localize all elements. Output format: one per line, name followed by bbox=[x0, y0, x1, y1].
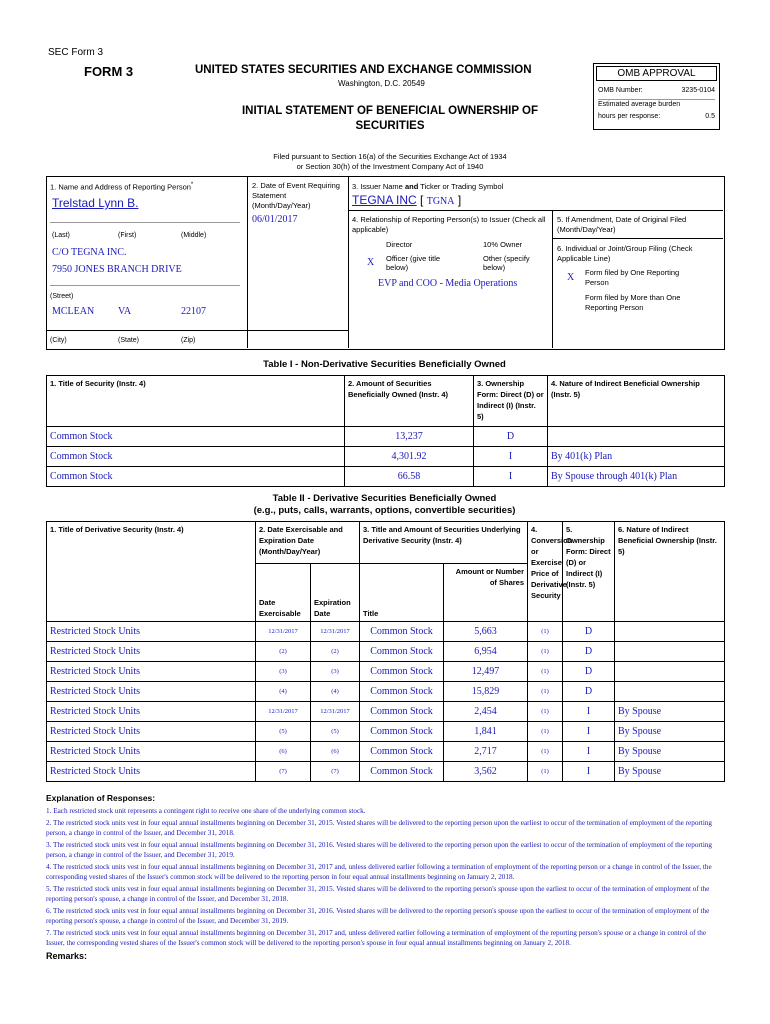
table1-header-nature: 4. Nature of Indirect Beneficial Ownership (Instr. 5) bbox=[548, 376, 725, 427]
ownership-form: D bbox=[563, 682, 615, 702]
table-row bbox=[47, 722, 725, 742]
underlying-shares: 12,497 bbox=[444, 662, 528, 682]
event-date-value: 06/01/2017 bbox=[252, 214, 298, 225]
expiration-date: 12/31/2017 bbox=[311, 622, 360, 642]
derivative-title: Restricted Stock Units bbox=[47, 722, 256, 742]
table1-header-amount: 2. Amount of Securities Beneficially Owned (Instr. 4) bbox=[345, 376, 474, 427]
omb-number-value: 3235-0104 bbox=[681, 87, 715, 94]
date-exercisable: (6) bbox=[256, 742, 311, 762]
ownership-nature bbox=[615, 682, 725, 702]
other-label: Other (specify below) bbox=[483, 254, 530, 272]
table2-header-nature: 6. Nature of Indirect Beneficial Ownership (Instr. 5) bbox=[615, 522, 725, 622]
address-line-1: C/O TEGNA INC. bbox=[52, 247, 127, 258]
expiration-date: (2) bbox=[311, 642, 360, 662]
one-person-label: Form filed by One Reporting Person bbox=[585, 268, 680, 287]
expiration-date: (4) bbox=[311, 682, 360, 702]
security-title: Common Stock bbox=[47, 427, 345, 447]
security-amount: 4,301.92 bbox=[345, 447, 474, 467]
conversion-price: (1) bbox=[528, 702, 563, 722]
underlying-shares: 15,829 bbox=[444, 682, 528, 702]
underlying-title: Common Stock bbox=[360, 742, 444, 762]
omb-number-label: OMB Number: bbox=[598, 87, 643, 94]
table-row bbox=[47, 682, 725, 702]
ownership-nature bbox=[615, 622, 725, 642]
street-label: (Street) bbox=[50, 293, 74, 300]
underlying-title: Common Stock bbox=[360, 722, 444, 742]
derivative-table bbox=[46, 521, 725, 782]
table-row bbox=[47, 762, 725, 782]
conversion-price: (1) bbox=[528, 662, 563, 682]
underlying-title: Common Stock bbox=[360, 642, 444, 662]
ownership-nature: By Spouse bbox=[615, 722, 725, 742]
derivative-title: Restricted Stock Units bbox=[47, 682, 256, 702]
table-row bbox=[47, 427, 725, 447]
underlying-shares: 2,454 bbox=[444, 702, 528, 722]
conversion-price: (1) bbox=[528, 682, 563, 702]
footnote: 7. The restricted stock units vest in four equal annual installments beginning on December 31, 2017 and, unless delivered earlier following a termination of employment of the reporting person's spouse or a change in control of the Issuer, the corresponding vested shares of the Issuer's common stock will be delivered to the reporting person's spouse in four equal annual installments beginning on January 2, 2018. bbox=[46, 929, 707, 947]
security-amount: 66.58 bbox=[345, 467, 474, 487]
expiration-date: (3) bbox=[311, 662, 360, 682]
underlying-title: Common Stock bbox=[360, 762, 444, 782]
security-title: Common Stock bbox=[47, 447, 345, 467]
city-value: MCLEAN bbox=[52, 306, 95, 317]
underlying-title: Common Stock bbox=[360, 662, 444, 682]
issuer-ticker: TGNA bbox=[426, 196, 455, 207]
conversion-price: (1) bbox=[528, 642, 563, 662]
ownership-nature: By Spouse bbox=[615, 742, 725, 762]
filing-label: 6. Individual or Joint/Group Filing (Check Applicable Line) bbox=[557, 244, 693, 263]
date-exercisable: (3) bbox=[256, 662, 311, 682]
table2-header-dates: 2. Date Exercisable and Expiration Date (Month/Day/Year) bbox=[256, 522, 360, 564]
table-row bbox=[47, 662, 725, 682]
filed-pursuant: Filed pursuant to Section 16(a) of the Securities Exchange Act of 1934 or Section 30(h) of the Investment Company Act of 1940 bbox=[273, 152, 507, 171]
table-row bbox=[47, 642, 725, 662]
explanation-title: Explanation of Responses: bbox=[46, 793, 156, 803]
expiration-date: (5) bbox=[311, 722, 360, 742]
omb-approval-box bbox=[593, 63, 720, 130]
underlying-shares: 6,954 bbox=[444, 642, 528, 662]
ownership-nature bbox=[615, 642, 725, 662]
table2-header-amount: Amount or Number of Shares bbox=[444, 564, 528, 622]
table-row bbox=[47, 622, 725, 642]
first-label: (First) bbox=[118, 232, 137, 239]
underlying-shares: 2,717 bbox=[444, 742, 528, 762]
security-title: Common Stock bbox=[47, 467, 345, 487]
omb-title: OMB APPROVAL bbox=[596, 66, 717, 81]
ownership-nature: By 401(k) Plan bbox=[548, 447, 725, 467]
table2-header-price: 4. Conversion or Exercise Price of Derivative Security bbox=[528, 522, 563, 622]
table-row bbox=[47, 467, 725, 487]
table2-header-underlying: 3. Title and Amount of Securities Underlying Derivative Security (Instr. 4) bbox=[360, 522, 528, 564]
issuer-name-link[interactable]: TEGNA INC bbox=[352, 193, 417, 207]
ownership-form: D bbox=[563, 662, 615, 682]
relationship-label: 4. Relationship of Reporting Person(s) to Issuer (Check all applicable) bbox=[352, 215, 546, 234]
ownership-form: I bbox=[563, 762, 615, 782]
omb-burden-label: Estimated average burden bbox=[598, 101, 681, 108]
reporting-person-name[interactable]: Trelstad Lynn B. bbox=[52, 196, 139, 210]
table2-header-expiration: Expiration Date bbox=[311, 564, 360, 622]
underlying-title: Common Stock bbox=[360, 682, 444, 702]
derivative-title: Restricted Stock Units bbox=[47, 762, 256, 782]
director-label: Director bbox=[386, 240, 413, 249]
ten-pct-owner-label: 10% Owner bbox=[483, 240, 523, 249]
underlying-shares: 3,562 bbox=[444, 762, 528, 782]
table-row bbox=[47, 702, 725, 722]
date-exercisable: (2) bbox=[256, 642, 311, 662]
zip-label: (Zip) bbox=[181, 337, 196, 344]
derivative-title: Restricted Stock Units bbox=[47, 702, 256, 722]
underlying-title: Common Stock bbox=[360, 622, 444, 642]
omb-hours-label: hours per response: bbox=[598, 113, 661, 120]
city-label: (City) bbox=[50, 337, 67, 344]
reporting-person-label: 1. Name and Address of Reporting Person* bbox=[50, 182, 194, 192]
footnote: 2. The restricted stock units vest in four equal annual installments beginning on December 31, 2015. Vested shares will be delivered to the reporting person upon the earliest to occur of the termination of employment of the reporting person, a change in control of the Issuer, and December 31, 2018. bbox=[46, 819, 713, 837]
table2-header-exercisable: Date Exercisable bbox=[256, 564, 311, 622]
commission-location: Washington, D.C. 20549 bbox=[338, 79, 425, 88]
officer-checkbox-mark[interactable]: X bbox=[367, 257, 375, 268]
one-person-checkbox-mark[interactable]: X bbox=[567, 272, 575, 283]
table2-header-title: 1. Title of Derivative Security (Instr. 4) bbox=[47, 522, 256, 622]
date-exercisable: 12/31/2017 bbox=[256, 702, 311, 722]
table2-header-underlying-title: Title bbox=[360, 564, 444, 622]
security-amount: 13,237 bbox=[345, 427, 474, 447]
footnote: 3. The restricted stock units vest in four equal annual installments beginning on December 31, 2016. Vested shares will be delivered to the reporting person upon the earliest to occur of the termination of employment of the reporting person, a change in control of the Issuer, and December 31, 2019. bbox=[46, 841, 713, 859]
conversion-price: (1) bbox=[528, 622, 563, 642]
footnote: 6. The restricted stock units vest in four equal annual installments beginning on December 31, 2016. Vested shares will be delivered to the reporting person's spouse upon the earliest to occur of the termination of employment of the reporting person's spouse, a change in control of the Issuer, and December 31, 2019. bbox=[46, 907, 710, 925]
omb-hours-value: 0.5 bbox=[705, 113, 715, 120]
amendment-label: 5. If Amendment, Date of Original Filed (Month/Day/Year) bbox=[557, 215, 687, 234]
zip-value: 22107 bbox=[181, 306, 206, 317]
issuer-label: 3. Issuer Name and Ticker or Trading Symbol bbox=[352, 182, 504, 191]
date-exercisable: 12/31/2017 bbox=[256, 622, 311, 642]
table1-header-title: 1. Title of Security (Instr. 4) bbox=[47, 376, 345, 427]
footnote: 5. The restricted stock units vest in four equal annual installments beginning on December 31, 2015. Vested shares will be delivered to the reporting person's spouse upon the earliest to occur of the termination of employment of the reporting person's spouse, a change in control of the Issuer, and December 31, 2018. bbox=[46, 885, 710, 903]
table1-title: Table I - Non-Derivative Securities Beneficially Owned bbox=[263, 359, 506, 370]
table2-header-form: 5. Ownership Form: Direct (D) or Indirect (I) (Instr. 5) bbox=[563, 522, 615, 622]
address-line-2: 7950 JONES BRANCH DRIVE bbox=[52, 264, 182, 275]
remarks-label: Remarks: bbox=[46, 951, 88, 961]
expiration-date: (6) bbox=[311, 742, 360, 762]
commission-title: UNITED STATES SECURITIES AND EXCHANGE COMMISSION bbox=[195, 64, 532, 76]
sec-form-label: SEC Form 3 bbox=[48, 47, 104, 58]
derivative-title: Restricted Stock Units bbox=[47, 642, 256, 662]
ownership-nature: By Spouse bbox=[615, 762, 725, 782]
ownership-nature bbox=[615, 662, 725, 682]
middle-label: (Middle) bbox=[181, 232, 207, 239]
table-row bbox=[47, 742, 725, 762]
underlying-shares: 1,841 bbox=[444, 722, 528, 742]
conversion-price: (1) bbox=[528, 762, 563, 782]
ownership-form: I bbox=[474, 467, 548, 487]
date-exercisable: (7) bbox=[256, 762, 311, 782]
statement-title: INITIAL STATEMENT OF BENEFICIAL OWNERSHIP OF SECURITIES bbox=[241, 105, 539, 132]
more-person-label: Form filed by More than One Reporting Person bbox=[585, 293, 681, 312]
state-value: VA bbox=[118, 306, 132, 317]
officer-title: EVP and COO - Media Operations bbox=[378, 278, 518, 289]
ownership-form: I bbox=[474, 447, 548, 467]
ownership-form: D bbox=[563, 642, 615, 662]
ownership-nature bbox=[548, 427, 725, 447]
expiration-date: 12/31/2017 bbox=[311, 702, 360, 722]
date-exercisable: (4) bbox=[256, 682, 311, 702]
footnote: 1. Each restricted stock unit represents a contingent right to receive one share of the underlying common stock. bbox=[46, 807, 366, 815]
footnote: 4. The restricted stock units vest in four equal annual installments beginning on December 31, 2017 and, unless delivered earlier following a termination of employment of the reporting person or a change in control of the Issuer, the corresponding vested shares of the Issuer's common stock will be delivered to the reporting person in four equal annual installments beginning on January 2, 2018. bbox=[46, 863, 712, 881]
ownership-form: I bbox=[563, 722, 615, 742]
ownership-form: D bbox=[474, 427, 548, 447]
conversion-price: (1) bbox=[528, 742, 563, 762]
ownership-nature: By Spouse through 401(k) Plan bbox=[548, 467, 725, 487]
non-derivative-table bbox=[46, 375, 725, 487]
date-exercisable: (5) bbox=[256, 722, 311, 742]
event-date-label: 2. Date of Event Requiring Statement (Month/Day/Year) bbox=[252, 181, 340, 210]
expiration-date: (7) bbox=[311, 762, 360, 782]
table2-title: Table II - Derivative Securities Beneficially Owned (e.g., puts, calls, warrants, options, convertible securities) bbox=[253, 493, 516, 516]
derivative-title: Restricted Stock Units bbox=[47, 622, 256, 642]
form-number: FORM 3 bbox=[84, 64, 134, 79]
officer-label: Officer (give title below) bbox=[386, 254, 441, 272]
ownership-nature: By Spouse bbox=[615, 702, 725, 722]
explanation-section bbox=[46, 793, 724, 961]
issuer-name-ticker: TEGNA INC [ TGNA ] bbox=[352, 193, 462, 207]
ownership-form: I bbox=[563, 742, 615, 762]
ownership-form: D bbox=[563, 622, 615, 642]
table-row bbox=[47, 447, 725, 467]
last-label: (Last) bbox=[52, 232, 70, 239]
underlying-title: Common Stock bbox=[360, 702, 444, 722]
ownership-form: I bbox=[563, 702, 615, 722]
table1-header-form: 3. Ownership Form: Direct (D) or Indirect (I) (Instr. 5) bbox=[474, 376, 548, 427]
state-label: (State) bbox=[118, 337, 140, 344]
derivative-title: Restricted Stock Units bbox=[47, 662, 256, 682]
derivative-title: Restricted Stock Units bbox=[47, 742, 256, 762]
underlying-shares: 5,663 bbox=[444, 622, 528, 642]
conversion-price: (1) bbox=[528, 722, 563, 742]
